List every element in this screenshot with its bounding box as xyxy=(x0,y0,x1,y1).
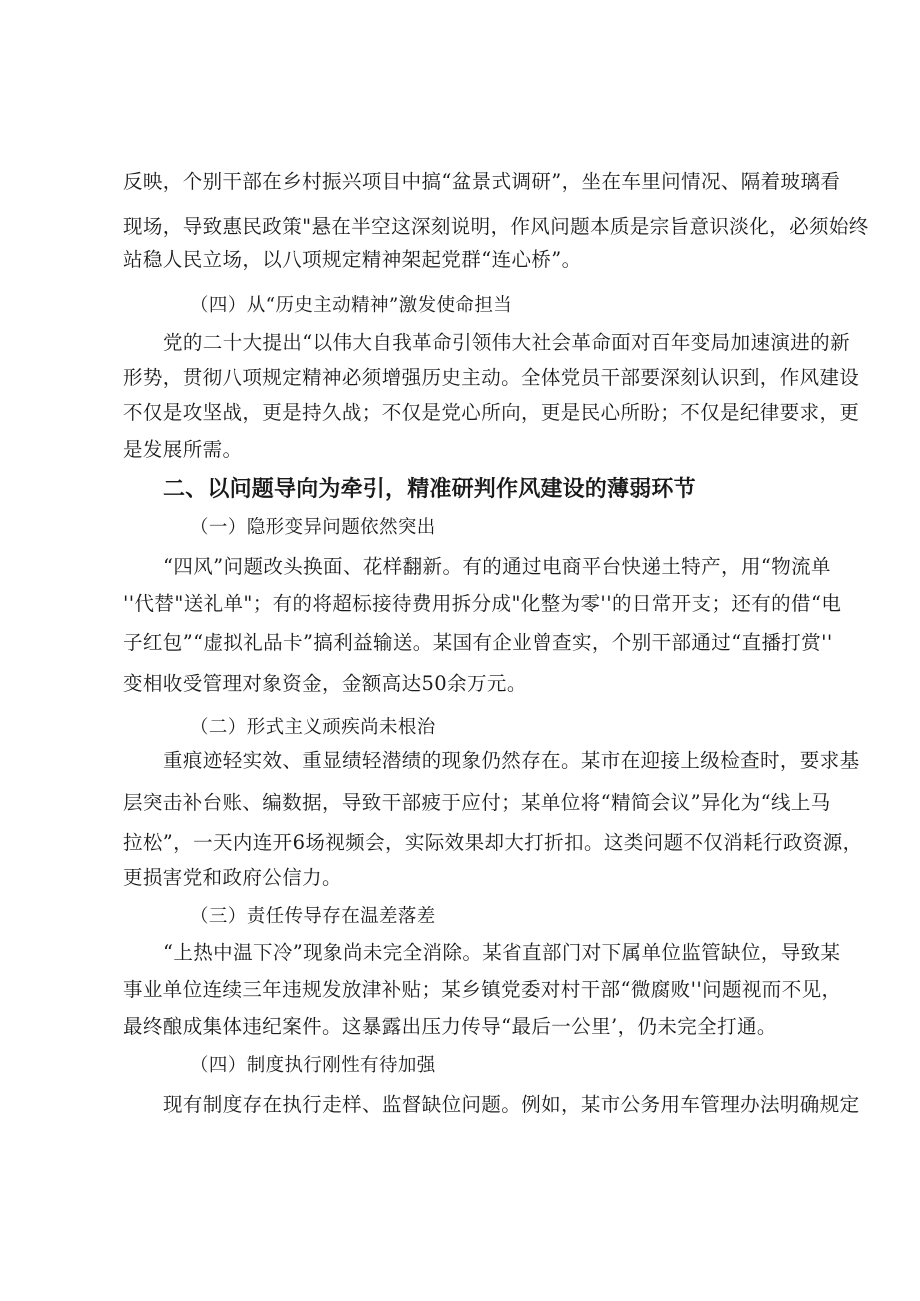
paragraph-line: “四风”问题改头换面、花样翻新。有的通过电商平台快递土特产，用“物流单 xyxy=(163,555,831,578)
paragraph-line: 最终酿成集体违纪案件。这暴露出压力传导“最后一公里’，仍未完全打通。 xyxy=(123,1015,777,1038)
paragraph-line: 现有制度存在执行走样、监督缺位问题。例如，某市公务用车管理办法明确规定 xyxy=(163,1093,860,1116)
subsection-heading: （三）责任传导存在温差落差 xyxy=(190,906,436,927)
paragraph-line: 重痕迹轻实效、重显绩轻潜绩的现象仍然存在。某市在迎接上级检查时，要求基 xyxy=(163,749,860,772)
subsection-heading: （四）从“历史主动精神”激发使命担当 xyxy=(190,295,513,316)
paragraph-line: 事业单位连续三年违规发放津补贴；某乡镇党委对村干部“微腐败''问题视而不见， xyxy=(123,978,842,1001)
paragraph-line: 现场，导致惠民政策"悬在半空这深刻说明，作风问题本质是宗旨意识淡化，必须始终 xyxy=(123,215,869,238)
paragraph-line: “上热中温下冷”现象尚未完全消除。某省直部门对下属单位监管缺位，导致某 xyxy=(163,941,841,964)
paragraph-line: 不仅是攻坚战，更是持久战；不仅是党心所向，更是民心所盼；不仅是纪律要求，更 xyxy=(123,401,860,424)
paragraph-line: 变相收受管理对象资金，金额高达50余万元。 xyxy=(123,672,527,695)
subsection-heading: （四）制度执行刚性有待加强 xyxy=(190,1055,436,1076)
paragraph-line: 层突击补台账、编数据，导致干部疲于应付；某单位将“精简会议”异化为“线上马 xyxy=(123,791,831,814)
paragraph-line: 子红包”“虚拟礼品卡”搞利益输送。某国有企业曾查实，个别干部通过“直播打赏'' xyxy=(123,631,833,654)
paragraph-line: ''代替"送礼单"；有的将超标接待费用拆分成"化整为零''的日常开支；还有的借“电 xyxy=(123,592,842,615)
paragraph-line: 反映，个别干部在乡村振兴项目中搞“盆景式调研”，坐在车里问情况、隔着玻璃看 xyxy=(123,170,841,193)
subsection-heading: （一）隐形变异问题依然突出 xyxy=(190,517,436,538)
paragraph-line: 拉松”，一天内连开6场视频会，实际效果却大打折扣。这类问题不仅消耗行政资源， xyxy=(123,831,863,854)
paragraph-line: 站稳人民立场，以八项规定精神架起党群“连心桥”。 xyxy=(123,248,582,271)
paragraph-line: 党的二十大提出“以伟大自我革命引领伟大社会革命面对百年变局加速演进的新 xyxy=(163,331,850,354)
paragraph-line: 是发展所需。 xyxy=(123,438,243,461)
paragraph-line: 形势，贯彻八项规定精神必须增强历史主动。全体党员干部要深刻认识到，作风建设 xyxy=(123,366,860,389)
section-heading: 二、以问题导向为牵引，精准研判作风建设的薄弱环节 xyxy=(163,477,696,502)
paragraph-line: 更损害党和政府公信力。 xyxy=(123,866,342,889)
subsection-heading: （二）形式主义顽疾尚未根治 xyxy=(190,717,436,738)
